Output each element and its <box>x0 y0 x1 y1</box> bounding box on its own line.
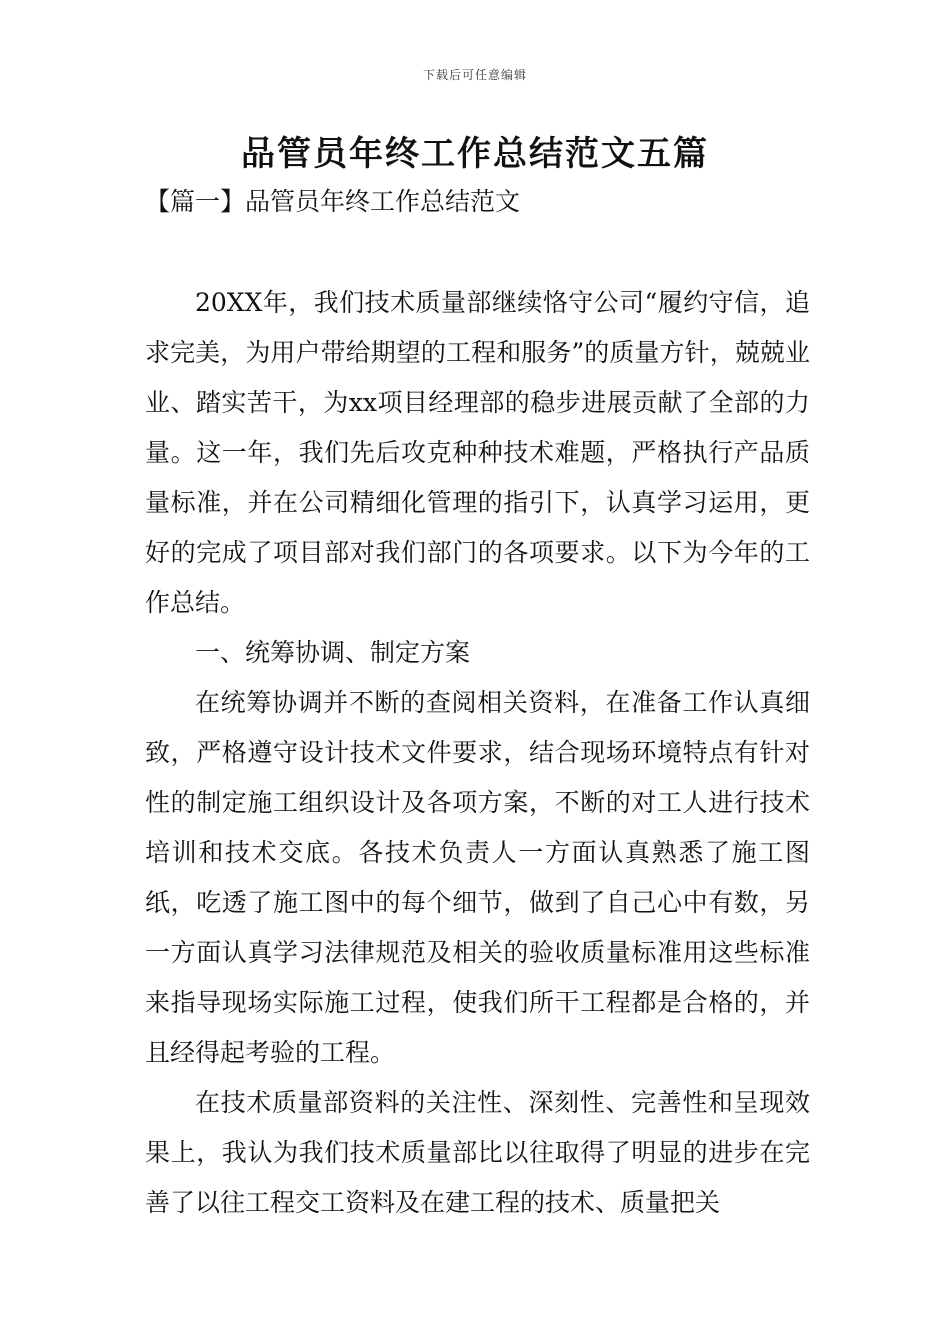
paragraph-coordination: 在统筹协调并不断的查阅相关资料，在准备工作认真细致，严格遵守设计技术文件要求，结合现场环境特点有针对性的制定施工组织设计及各项方案，不断的对工人进行技术培训和技术交底。各技术负责人一方面认真熟悉了施工图纸，吃透了施工图中的每个细节，做到了自己心中有数，另一方面认真学习法律规范及相关的验收质量标准用这些标准来指导现场实际施工过程，使我们所干工程都是合格的，并且经得起考验的工程。 <box>145 688 810 1067</box>
document-title: 品管员年终工作总结范文五篇 <box>241 134 709 174</box>
paragraph-subheading: 一、统筹协调、制定方案 <box>195 638 471 667</box>
section-heading: 【篇一】品管员年终工作总结范文 <box>145 187 521 216</box>
paragraph-intro: 20XX年，我们技术质量部继续恪守公司“履约守信，追求完美，为用户带给期望的工程和服务”的质量方针，兢兢业业、踏实苦干，为xx项目经理部的稳步进展贡献了全部的力量。这一年，我们先后攻克种种技术难题，严格执行产品质量标准，并在公司精细化管理的指引下，认真学习运用，更好的完成了项目部对我们部门的各项要求。以下为今年的工作总结。 <box>145 288 810 617</box>
body-text <box>145 278 810 1228</box>
paragraph-documentation: 在技术质量部资料的关注性、深刻性、完善性和呈现效果上，我认为我们技术质量部比以往取得了明显的进步在完善了以往工程交工资料及在建工程的技术、质量把关 <box>145 1088 810 1217</box>
header-note: 下载后可任意编辑 <box>422 68 527 82</box>
